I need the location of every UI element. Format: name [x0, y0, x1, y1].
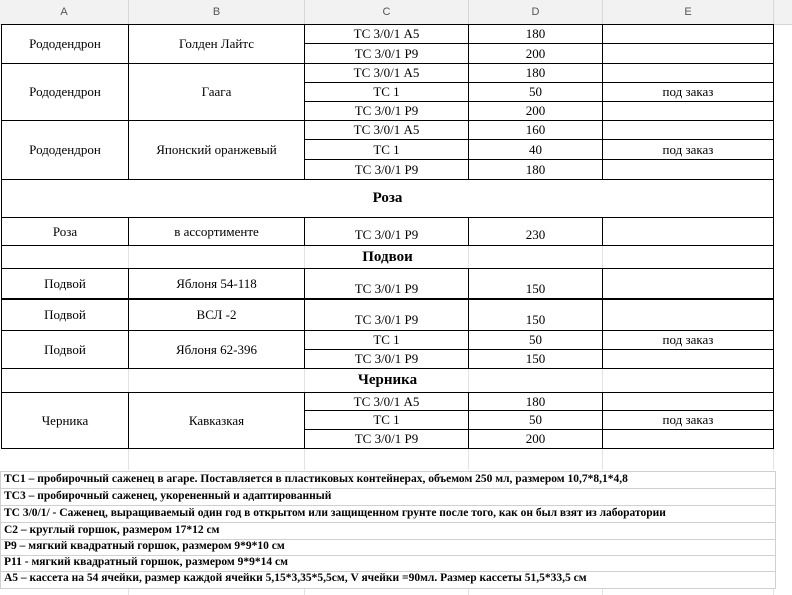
cell-note[interactable]: под заказ [603, 411, 773, 429]
border [1, 120, 774, 121]
border [1, 368, 774, 369]
cell-price[interactable]: 200 [469, 102, 602, 120]
cell-variety[interactable]: в ассортименте [129, 218, 304, 245]
cell-price[interactable]: 40 [469, 140, 602, 159]
cell-variety[interactable]: Гаага [129, 64, 304, 120]
cell-price[interactable]: 180 [469, 393, 602, 410]
cell-price[interactable]: 150 [469, 350, 602, 368]
border [1, 330, 774, 331]
cell-type[interactable]: ТС 3/0/1 Р9 [305, 44, 468, 63]
cell-variety[interactable]: Японский оранжевый [129, 121, 304, 179]
column-header-a[interactable]: A [0, 0, 129, 24]
cell-price[interactable]: 180 [469, 25, 602, 43]
cell-type[interactable]: ТС 3/0/1 Р9 [305, 102, 468, 120]
border [304, 429, 774, 430]
cell-price[interactable]: 230 [469, 218, 602, 245]
gridline [0, 588, 776, 589]
cell-type[interactable]: ТС 3/0/1 Р9 [305, 350, 468, 368]
column-header-bar [0, 0, 792, 25]
gridline [775, 471, 776, 588]
border [1, 24, 774, 25]
border [602, 268, 603, 369]
border [1, 298, 774, 300]
border [304, 24, 305, 180]
legend-note[interactable]: А5 – кассета на 54 ячейки, размер каждой ячейки 5,15*3,35*5,5см, V ячейки =90мл. Размер кассеты 51,5*33,5 см [4, 572, 587, 584]
column-header-e[interactable]: E [603, 0, 774, 24]
section-title-rootstock[interactable]: Подвои [362, 248, 413, 265]
cell-price[interactable]: 180 [469, 64, 602, 82]
legend-note[interactable]: Р11 - мягкий квадратный горшок, размером 9*9*14 см [4, 556, 288, 568]
border [468, 24, 469, 180]
cell-note[interactable]: под заказ [603, 140, 773, 159]
cell-plant[interactable]: Роза [2, 218, 128, 245]
column-header-c[interactable]: C [305, 0, 469, 24]
cell-plant[interactable]: Подвой [2, 269, 128, 299]
cell-plant[interactable]: Рододендрон [2, 64, 128, 120]
cell-type[interactable]: ТС 3/0/1 А5 [305, 25, 468, 43]
legend-note[interactable]: ТС1 – пробирочный саженец в агаре. Поставляется в пластиковых контейнерах, объемом 250 мл, размером 10,7*8,1*4,8 [4, 473, 628, 485]
border [1, 24, 2, 449]
cell-type[interactable]: ТС 3/0/1 Р9 [305, 160, 468, 179]
border [128, 24, 129, 180]
border [304, 410, 774, 411]
border [1, 217, 774, 218]
cell-variety[interactable]: Голден Лайтс [129, 25, 304, 63]
cell-price[interactable]: 50 [469, 331, 602, 349]
column-header-d[interactable]: D [469, 0, 603, 24]
cell-price[interactable]: 50 [469, 411, 602, 429]
border [1, 448, 774, 449]
border [468, 217, 469, 246]
border [602, 24, 603, 180]
cell-type[interactable]: ТС 1 [305, 411, 468, 429]
cell-variety[interactable]: ВСЛ -2 [129, 300, 304, 330]
border [304, 139, 774, 140]
border [1, 63, 774, 64]
cell-type[interactable]: ТС 3/0/1 Р9 [305, 300, 468, 330]
border [468, 392, 469, 449]
cell-price[interactable]: 150 [469, 300, 602, 330]
border [128, 268, 129, 369]
cell-price[interactable]: 200 [469, 430, 602, 448]
cell-plant[interactable]: Черника [2, 393, 128, 448]
gridline [0, 488, 776, 489]
border [304, 392, 305, 449]
border [1, 179, 774, 180]
gridline [0, 471, 1, 588]
border [304, 43, 774, 44]
cell-note[interactable]: под заказ [603, 331, 773, 349]
border [602, 392, 603, 449]
border [602, 217, 603, 246]
cell-price[interactable]: 150 [469, 269, 602, 299]
legend-note[interactable]: С2 – круглый горшок, размером 17*12 см [4, 524, 220, 536]
cell-type[interactable]: ТС 3/0/1 Р9 [305, 218, 468, 245]
cell-type[interactable]: ТС 1 [305, 331, 468, 349]
border [128, 392, 129, 449]
cell-plant[interactable]: Рододендрон [2, 25, 128, 63]
border [128, 217, 129, 246]
border [1, 392, 774, 393]
legend-note[interactable]: ТС 3/0/1/ - Саженец, выращиваемый один год в открытом или защищенном грунте после того, как он был взят из лаборатории [4, 507, 666, 519]
cell-type[interactable]: ТС 3/0/1 А5 [305, 64, 468, 82]
cell-plant[interactable]: Подвой [2, 300, 128, 330]
cell-type[interactable]: ТС 3/0/1 А5 [305, 393, 468, 410]
cell-plant[interactable]: Подвой [2, 331, 128, 368]
legend-note[interactable]: Р9 – мягкий квадратный горшок, размером 9*9*10 см [4, 540, 285, 552]
border [304, 349, 774, 350]
cell-variety[interactable]: Яблоня 62-396 [129, 331, 304, 368]
border [304, 82, 774, 83]
cell-variety[interactable]: Кавказкая [129, 393, 304, 448]
border [304, 268, 305, 369]
cell-price[interactable]: 160 [469, 121, 602, 139]
section-title-blueberry[interactable]: Черника [357, 372, 418, 388]
cell-type[interactable]: ТС 1 [305, 140, 468, 159]
gridline [0, 522, 776, 523]
cell-type[interactable]: ТС 3/0/1 Р9 [305, 269, 468, 299]
border [468, 268, 469, 369]
border [304, 101, 774, 102]
gridline [0, 471, 776, 472]
cell-note[interactable]: под заказ [603, 83, 773, 101]
cell-type[interactable]: ТС 3/0/1 А5 [305, 121, 468, 139]
gridline [0, 505, 776, 506]
cell-variety[interactable]: Яблоня 54-118 [129, 269, 304, 299]
cell-price[interactable]: 180 [469, 160, 602, 179]
border [304, 217, 305, 246]
cell-price[interactable]: 50 [469, 83, 602, 101]
cell-plant[interactable]: Рододендрон [2, 121, 128, 179]
section-title-rose[interactable]: Роза [2, 180, 773, 217]
border [773, 24, 774, 449]
legend-note[interactable]: ТС3 – пробирочный саженец, укорененный и адаптированный [4, 490, 332, 502]
cell-price[interactable]: 200 [469, 44, 602, 63]
cell-type[interactable]: ТС 3/0/1 Р9 [305, 430, 468, 448]
border [1, 245, 774, 246]
border [304, 159, 774, 160]
border [1, 268, 774, 269]
column-header-b[interactable]: B [129, 0, 305, 24]
cell-type[interactable]: ТС 1 [305, 83, 468, 101]
